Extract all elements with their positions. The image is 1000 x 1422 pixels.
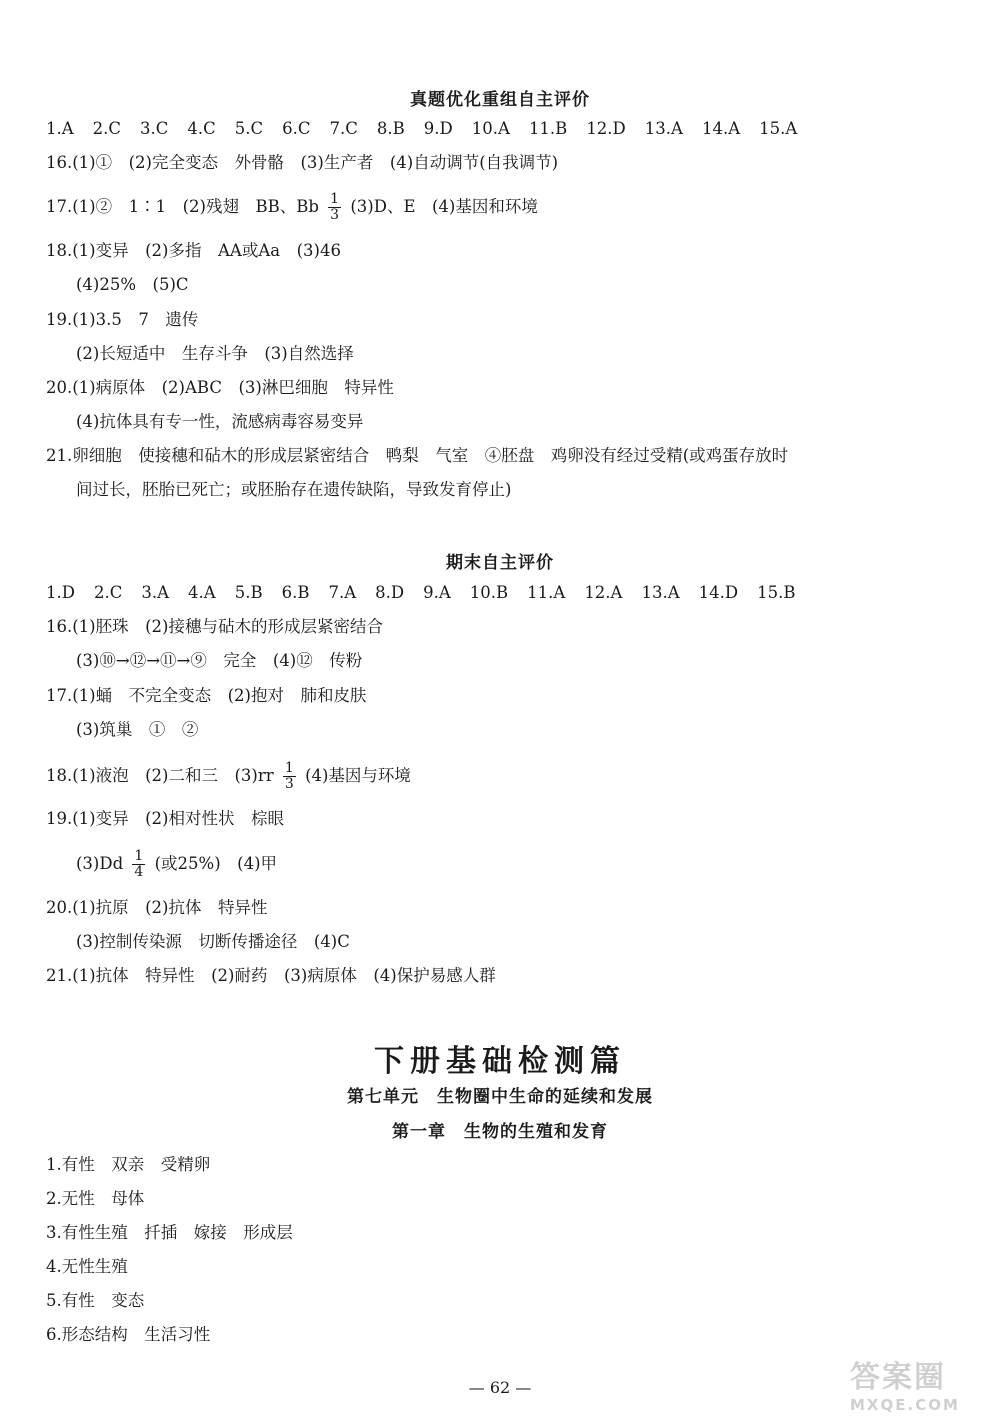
mcq-answer: 6.B	[281, 583, 310, 602]
mcq-answer: 14.D	[698, 583, 739, 602]
list-item: 1.有性 双亲 受精卵	[46, 1155, 211, 1174]
fraction-denominator: 3	[330, 207, 340, 223]
mcq-answer: 1.D	[46, 583, 75, 602]
mcq-answer: 13.A	[644, 119, 683, 138]
fraction	[132, 849, 145, 880]
mcq-answer: 15.B	[757, 583, 796, 602]
fraction-denominator: 4	[134, 864, 144, 880]
mcq-answer: 14.A	[701, 119, 741, 138]
answer-q20-line2: (3)控制传染源 切断传播途径 (4)C	[76, 932, 350, 951]
fraction-numerator: 1	[330, 191, 340, 207]
answer-q21: 21.(1)抗体 特异性 (2)耐药 (3)病原体 (4)保护易感人群	[46, 966, 496, 985]
mcq-answer: 4.C	[187, 119, 216, 138]
answer-q16-line2: (3)⑩→⑫→⑪→⑨ 完全 (4)⑫ 传粉	[76, 651, 363, 670]
part-title: 下册基础检测篇	[374, 1044, 626, 1079]
mcq-answer: 8.D	[375, 583, 405, 602]
mcq-answer: 8.B	[376, 119, 405, 138]
mcq-answer: 15.A	[759, 119, 798, 138]
mcq-answer: 2.C	[92, 119, 122, 138]
chapter-title: 第一章 生物的生殖和发育	[392, 1122, 608, 1142]
list-item: 6.形态结构 生活习性	[46, 1325, 211, 1344]
watermark-logo	[850, 1352, 990, 1418]
section-title-zhenti: 真题优化重组自主评价	[410, 90, 590, 110]
mcq-answer: 3.A	[141, 583, 170, 602]
fraction	[283, 761, 296, 792]
mcq-answer: 5.B	[234, 583, 263, 602]
answer-q17-line2: (3)筑巢 ① ②	[76, 720, 199, 739]
mcq-answer: 7.C	[329, 119, 358, 138]
mcq-answer: 7.A	[328, 583, 357, 602]
answer-q16-line1: 16.(1)胚珠 (2)接穗与砧木的形成层紧密结合	[46, 617, 383, 636]
mcq-answer: 10.A	[471, 119, 510, 138]
unit-title: 第七单元 生物圈中生命的延续和发展	[347, 1087, 653, 1107]
watermark-url: MXQE.COM	[850, 1396, 960, 1414]
answer-q18	[46, 761, 946, 792]
answer-text: (3)Dd	[76, 854, 124, 873]
answer-q21-line1: 21.卵细胞 使接穗和砧木的形成层紧密结合 鸭梨 气室 ④胚盘 鸡卵没有经过受精(或鸡蛋存放时	[46, 446, 789, 465]
answer-q18-line2: (4)25% (5)C	[76, 275, 189, 294]
mcq-answer: 6.C	[282, 119, 311, 138]
list-item: 2.无性 母体	[46, 1189, 145, 1208]
mcq-row-section2	[46, 582, 946, 604]
answer-text: (或25%) (4)甲	[154, 854, 278, 873]
answer-text: 17.(1)② 1∶1 (2)残翅 BB、Bb	[46, 197, 319, 216]
mcq-answer: 9.A	[423, 583, 451, 602]
mcq-answer: 1.A	[46, 119, 74, 138]
answer-q18-line1: 18.(1)变异 (2)多指 AA或Aa (3)46	[46, 241, 341, 260]
answer-text: 18.(1)液泡 (2)二和三 (3)rr	[46, 766, 274, 785]
section-title-qimo: 期末自主评价	[446, 553, 554, 573]
mcq-answer: 3.C	[140, 119, 169, 138]
answer-q20-line2: (4)抗体具有专一性，流感病毒容易变异	[76, 412, 364, 431]
mcq-answer: 11.A	[527, 583, 566, 602]
mcq-answer: 12.D	[586, 119, 626, 138]
mcq-answer: 12.A	[584, 583, 623, 602]
answer-text: (4)基因与环境	[305, 766, 411, 785]
answer-q16: 16.(1)① (2)完全变态 外骨骼 (3)生产者 (4)自动调节(自我调节)	[46, 153, 559, 172]
mcq-answer: 9.D	[423, 119, 453, 138]
mcq-answer: 4.A	[188, 583, 216, 602]
fraction-denominator: 3	[284, 776, 294, 792]
list-item: 5.有性 变态	[46, 1291, 145, 1310]
mcq-row-section1	[46, 118, 946, 140]
list-item: 3.有性生殖 扦插 嫁接 形成层	[46, 1223, 293, 1242]
answer-q19-line2	[76, 849, 976, 880]
answer-q17-line1: 17.(1)蛹 不完全变态 (2)抱对 肺和皮肤	[46, 686, 367, 705]
mcq-answer: 13.A	[641, 583, 680, 602]
fraction-numerator: 1	[284, 760, 294, 776]
answer-q19-line2: (2)长短适中 生存斗争 (3)自然选择	[76, 344, 354, 363]
page-number: — 62 —	[468, 1378, 532, 1397]
fraction	[328, 192, 341, 223]
mcq-answer: 11.B	[528, 119, 568, 138]
answer-q21-line2: 间过长，胚胎已死亡；或胚胎存在遗传缺陷，导致发育停止)	[76, 480, 512, 499]
mcq-answer: 2.C	[93, 583, 123, 602]
answer-q19-line1: 19.(1)变异 (2)相对性状 棕眼	[46, 809, 284, 828]
answer-text: (3)D、E (4)基因和环境	[350, 197, 538, 216]
answer-q20-line1: 20.(1)病原体 (2)ABC (3)淋巴细胞 特异性	[46, 378, 394, 397]
fraction-numerator: 1	[134, 848, 144, 864]
list-item: 4.无性生殖	[46, 1257, 128, 1276]
answer-q19-line1: 19.(1)3.5 7 遗传	[46, 310, 199, 329]
answer-q17	[46, 192, 946, 223]
mcq-answer: 5.C	[234, 119, 264, 138]
mcq-answer: 10.B	[469, 583, 509, 602]
watermark-text: 答案圈	[850, 1360, 946, 1395]
answer-q20-line1: 20.(1)抗原 (2)抗体 特异性	[46, 898, 268, 917]
